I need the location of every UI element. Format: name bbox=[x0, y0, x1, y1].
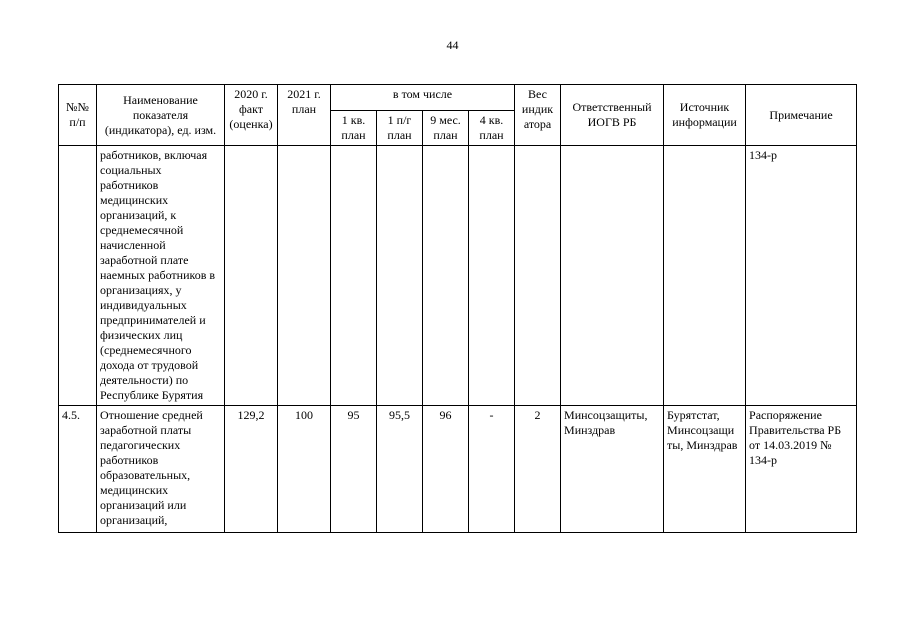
header-2020: 2020 г. факт (оценка) bbox=[225, 85, 278, 146]
cell-9m bbox=[423, 146, 469, 406]
table-row bbox=[59, 406, 857, 533]
cell-2021: 100 bbox=[278, 406, 331, 533]
cell-2020: 129,2 bbox=[225, 406, 278, 533]
cell-2021 bbox=[278, 146, 331, 406]
header-responsible: Ответственный ИОГВ РБ bbox=[561, 85, 664, 146]
cell-num: 4.5. bbox=[59, 406, 97, 533]
cell-9m: 96 bbox=[423, 406, 469, 533]
cell-h1: 95,5 bbox=[377, 406, 423, 533]
cell-num bbox=[59, 146, 97, 406]
table-row bbox=[59, 146, 857, 406]
cell-name: работников, включая социальных работников медицинских организаций, к среднемесячной начисленной заработной плате наемных работников в организациях, у индивидуальных предпринимателей и физических лиц (среднемесячного дохода от трудовой деятельности) по Республике Бурятия bbox=[97, 146, 225, 406]
cell-note: 134-р bbox=[746, 146, 857, 406]
cell-q4: - bbox=[469, 406, 515, 533]
cell-weight: 2 bbox=[515, 406, 561, 533]
header-q4: 4 кв. план bbox=[469, 111, 515, 146]
header-2021: 2021 г. план bbox=[278, 85, 331, 146]
cell-q1: 95 bbox=[331, 406, 377, 533]
cell-responsible bbox=[561, 146, 664, 406]
cell-weight bbox=[515, 146, 561, 406]
header-num: №№ п/п bbox=[59, 85, 97, 146]
cell-h1 bbox=[377, 146, 423, 406]
header-9m: 9 мес. план bbox=[423, 111, 469, 146]
cell-q1 bbox=[331, 146, 377, 406]
header-weight: Вес индик атора bbox=[515, 85, 561, 146]
header-row bbox=[59, 85, 857, 111]
cell-2020 bbox=[225, 146, 278, 406]
header-h1: 1 п/г план bbox=[377, 111, 423, 146]
header-name: Наименование показателя (индикатора), ед. изм. bbox=[97, 85, 225, 146]
header-source: Источник информации bbox=[664, 85, 746, 146]
header-including: в том числе bbox=[331, 85, 515, 111]
indicator-table bbox=[58, 84, 857, 533]
cell-source: Бурятстат, Минсоцзащи ты, Минздрав bbox=[664, 406, 746, 533]
cell-name: Отношение средней заработной платы педагогических работников образовательных, медицинских организаций или организаций, bbox=[97, 406, 225, 533]
header-q1: 1 кв. план bbox=[331, 111, 377, 146]
page-number: 44 bbox=[446, 38, 459, 52]
cell-note: Распоряжение Правительства РБ от 14.03.2019 № 134-р bbox=[746, 406, 857, 533]
cell-q4 bbox=[469, 146, 515, 406]
cell-responsible: Минсоцзащиты, Минздрав bbox=[561, 406, 664, 533]
header-note: Примечание bbox=[746, 85, 857, 146]
cell-source bbox=[664, 146, 746, 406]
